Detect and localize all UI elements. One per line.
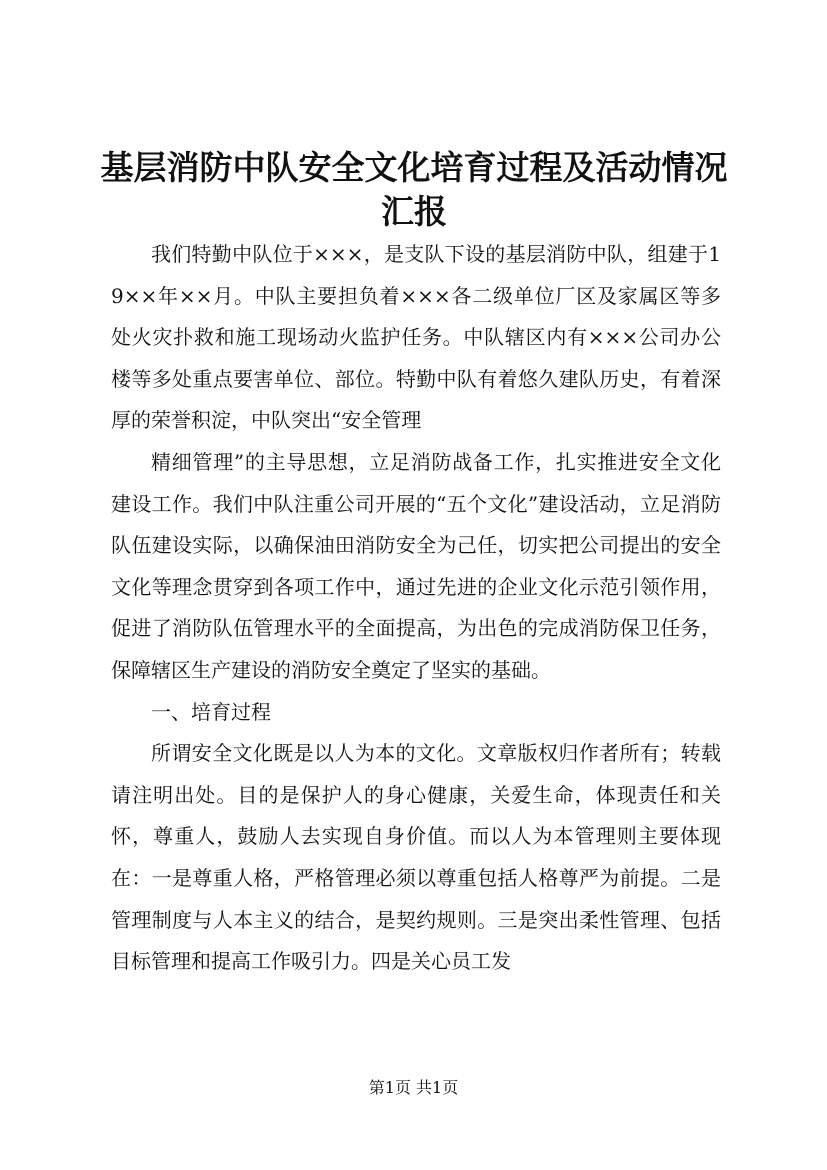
document-body [111, 234, 721, 983]
document-title: 基层消防中队安全文化培育过程及活动情况汇报 [100, 148, 728, 231]
body-paragraph-1: 我们特勤中队位于×××，是支队下设的基层消防中队，组建于19××年××月。中队主要担负着×××各二级单位厂区及家属区等多处火灾扑救和施工现场动火监护任务。中队辖区内有×××公司办公楼等多处重点要害单位、部位。特勤中队有着悠久建队历史，有着深厚的荣誉积淀，中队突出“安全管理 [111, 242, 721, 433]
body-paragraph-3: 所谓安全文化既是以人为本的文化。文章版权归作者所有；转载请注明出处。目的是保护人的身心健康，关爱生命，体现责任和关怀，尊重人，鼓励人去实现自身价值。而以人为本管理则主要体现在：一是尊重人格，严格管理必须以尊重包括人格尊严为前提。二是管理制度与人本主义的结合，是契约规则。三是突出柔性管理、包括目标管理和提高工作吸引力。四是关心员工发 [111, 741, 721, 974]
section-heading: 一、培育过程 [151, 699, 271, 724]
page-footer: 第1页 共1页 [368, 1078, 459, 1097]
body-paragraph-2: 精细管理”的主导思想，立足消防战备工作，扎实推进安全文化建设工作。我们中队注重公司开展的“五个文化”建设活动，立足消防队伍建设实际，以确保油田消防安全为己任，切实把公司提出的安全文化等理念贯穿到各项工作中，通过先进的企业文化示范引领作用，促进了消防队伍管理水平的全面提高，为出色的完成消防保卫任务，保障辖区生产建设的消防安全奠定了坚实的基础。 [111, 449, 721, 682]
